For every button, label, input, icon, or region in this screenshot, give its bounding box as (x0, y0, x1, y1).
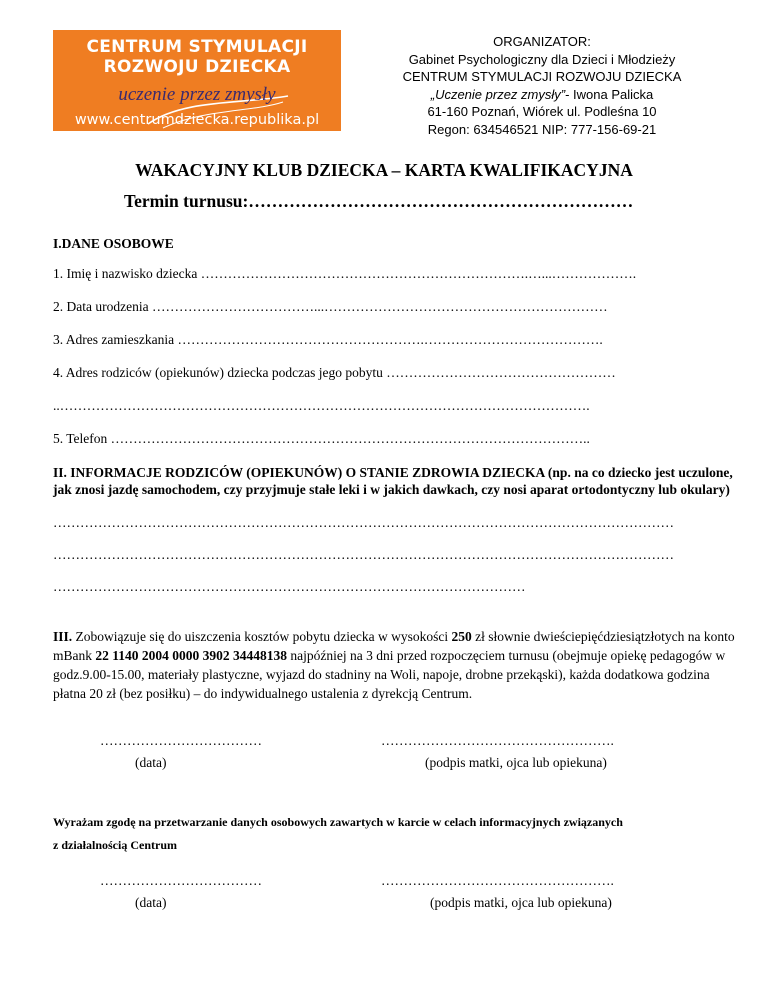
parents-address-field[interactable]: 4. Adres rodziców (opiekunów) dziecka podczas jego pobytu …………………………………………… (53, 365, 616, 380)
birth-date-field[interactable]: 2. Data urodzenia ………………………………...……………………………………………………… (53, 299, 608, 314)
organizer-line-2: CENTRUM STYMULACJI ROZWOJU DZIECKA (402, 69, 682, 85)
parents-address-continued-field[interactable]: ..………………………………………………………………………………………………………. (53, 398, 590, 413)
child-name-field[interactable]: 1. Imię i nazwisko dziecka ……………………………………………………………….…...………………. (53, 266, 637, 281)
centrum-logo (53, 30, 341, 131)
section-2-heading: II. INFORMACJE RODZICÓW (OPIEKUNÓW) O STANIE ZDROWIA DZIECKA (np. na co dziecko jest uczulone, jak znosi jazdę samochodem, czy przyjmuje stałe leki i w jakich dawkach, czy nosi aparat ortodontyczny lub okulary) (53, 465, 733, 497)
consent-date-label: (data) (135, 895, 167, 910)
organizer-block (392, 33, 692, 139)
organizer-line-3 (392, 86, 692, 104)
organizer-owner: - Iwona Palicka (565, 86, 654, 102)
signature-label: (podpis matki, ojca lub opiekuna) (425, 755, 607, 770)
section-3-paragraph (53, 627, 743, 703)
section-3-number: III. (53, 629, 73, 644)
consent-signature-label: (podpis matki, ojca lub opiekuna) (430, 895, 612, 910)
term-field[interactable]: Termin turnusu:………………………………………………………… (124, 191, 634, 211)
fee-amount: 250 (451, 629, 472, 644)
health-info-line-3[interactable]: …………………………………………………………………………………………… (53, 579, 526, 594)
section-3-text-1: Zobowiązuje się do uiszczenia kosztów pobytu dziecka w wysokości (72, 629, 452, 644)
organizer-registry: Regon: 634546521 NIP: 777-156-69-21 (427, 121, 657, 137)
organizer-address: 61-160 Poznań, Wiórek ul. Podleśna 10 (427, 104, 657, 120)
parent-signature-line[interactable]: ……………………………………………. (381, 733, 614, 748)
consent-date-signature-line[interactable]: ……………………………… (100, 873, 262, 888)
logo-url: www.centrumdziecka.republika.pl (74, 112, 320, 128)
health-info-line-1[interactable]: ………………………………………………………………………………………………………………………… (53, 515, 674, 530)
home-address-field[interactable]: 3. Adres zamieszkania ……………………………………………….…………………………………. (53, 332, 603, 347)
consent-text-line-2: z działalnością Centrum (53, 838, 177, 852)
date-signature-line[interactable]: ……………………………… (100, 733, 262, 748)
phone-field[interactable]: 5. Telefon …………………………………………………………………………………………….. (53, 431, 590, 446)
section-3-text-2: zł słownie dwieściepięćdziesiątzłotych na konto mBank (53, 629, 735, 663)
organizer-motto: „Uczenie przez zmysły” (430, 86, 566, 102)
logo-line-2: ROZWOJU DZIECKA (103, 57, 291, 77)
date-label: (data) (135, 755, 167, 770)
document-title: WAKACYJNY KLUB DZIECKA – KARTA KWALIFIKACYJNA (135, 160, 633, 180)
health-info-line-2[interactable]: ………………………………………………………………………………………………………………………… (53, 547, 674, 562)
section-1-heading: I.DANE OSOBOWE (53, 236, 174, 251)
consent-parent-signature-line[interactable]: ……………………………………………. (381, 873, 614, 888)
bank-account-number: 22 1140 2004 0000 3902 34448138 (95, 648, 288, 663)
organizer-line-1: Gabinet Psychologiczny dla Dzieci i Młodzieży (408, 51, 676, 67)
organizer-label: ORGANIZATOR: (493, 34, 591, 49)
logo-tagline: uczenie przez zmysły (118, 84, 276, 105)
section-3-text-3: najpóźniej na 3 dni przed rozpoczęciem turnusu (obejmuje opiekę pedagogów w godz.9.00-15.00, materiały plastyczne, wyjazd do stadniny na Woli, napoje, drobne przekąski), każda dodatkowa godzina płatna 20 zł (bez posiłku) – do indywidualnego ustalenia z dyrekcją Centrum. (53, 648, 726, 701)
logo-line-1: CENTRUM STYMULACJI (86, 37, 308, 57)
consent-text-line-1: Wyrażam zgodę na przetwarzanie danych osobowych zawartych w karcie w celach informacyjnych związanych (53, 815, 623, 829)
